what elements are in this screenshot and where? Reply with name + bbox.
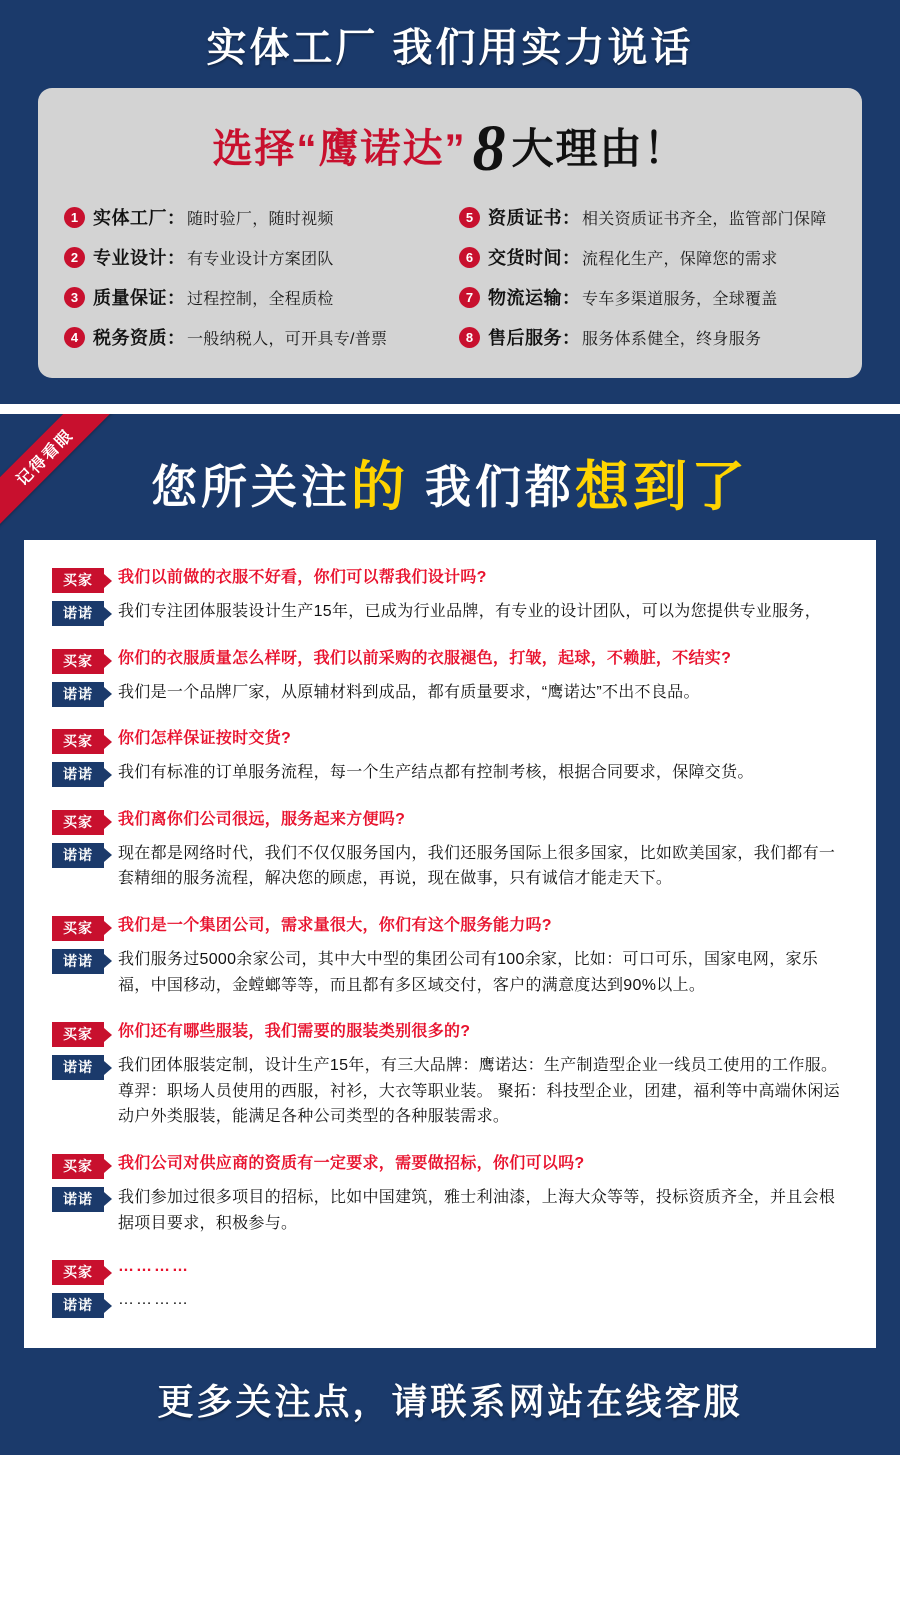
faq-item bbox=[52, 914, 848, 998]
faq-item bbox=[52, 566, 848, 625]
faq-answer-text: 现在都是网络时代，我们不仅仅服务国内，我们还服务国际上很多国家，比如欧美国家，我们都有一套精细的服务流程，解决您的顾虑，再说，现在做事，只有诚信才能走天下。 bbox=[118, 844, 836, 888]
reason-number-badge: 5 bbox=[459, 207, 480, 228]
section-one-headline: 实体工厂 我们用实力说话 bbox=[206, 26, 694, 70]
faq-question-row bbox=[52, 1258, 848, 1283]
faq-item bbox=[52, 808, 848, 892]
reasons-grid bbox=[64, 204, 836, 350]
reason-number-badge: 6 bbox=[459, 247, 480, 268]
seller-tag: 诺诺 bbox=[52, 1293, 104, 1318]
faq-item bbox=[52, 1258, 848, 1316]
buyer-tag: 买家 bbox=[52, 649, 104, 674]
reasons-heading-prefix: 选择“鹰诺达” bbox=[212, 127, 467, 171]
reason-colon: ： bbox=[167, 288, 185, 308]
reason-title: 物流运输 bbox=[488, 288, 562, 308]
advantages-section bbox=[0, 0, 900, 404]
reason-item bbox=[64, 204, 441, 230]
seller-tag: 诺诺 bbox=[52, 601, 104, 626]
faq-answer-row bbox=[52, 760, 848, 786]
faq-item bbox=[52, 1152, 848, 1236]
faq-answer-row bbox=[52, 947, 848, 998]
faq-question-text: ………… bbox=[118, 1258, 190, 1276]
seller-tag: 诺诺 bbox=[52, 762, 104, 787]
section-divider bbox=[0, 404, 900, 414]
faq-answer-text: 我们参加过很多项目的招标，比如中国建筑，雅士利油漆，上海大众等等，投标资质齐全，并且会根据项目要求，积极参与。 bbox=[118, 1188, 836, 1232]
faq-question-text: 我们公司对供应商的资质有一定要求，需要做招标，你们可以吗? bbox=[118, 1154, 585, 1172]
reason-item bbox=[64, 284, 441, 310]
reason-number-badge: 7 bbox=[459, 287, 480, 308]
faq-question-row bbox=[52, 727, 848, 752]
faq-question-text: 你们的衣服质量怎么样呀，我们以前采购的衣服褪色，打皱，起球，不赖脏，不结实? bbox=[118, 649, 732, 667]
faq-footer-cta: 更多关注点，请联系网站在线客服 bbox=[157, 1381, 743, 1423]
reason-title: 交货时间 bbox=[488, 248, 562, 268]
faq-answer-row bbox=[52, 1291, 848, 1316]
faq-heading bbox=[0, 438, 900, 540]
faq-heading-part-3: 我们都 bbox=[425, 461, 575, 513]
reason-item bbox=[64, 324, 441, 350]
reason-desc: 专车多渠道服务，全球覆盖 bbox=[582, 290, 778, 308]
faq-item bbox=[52, 647, 848, 706]
reason-desc: 有专业设计方案团队 bbox=[187, 250, 334, 268]
reasons-heading-number: 8 bbox=[472, 112, 506, 185]
faq-heading-part-1: 您所关注 bbox=[151, 461, 351, 513]
reasons-heading-suffix: 大理由！ bbox=[511, 125, 688, 172]
seller-tag: 诺诺 bbox=[52, 682, 104, 707]
reason-number-badge: 4 bbox=[64, 327, 85, 348]
reason-item bbox=[459, 284, 836, 310]
reason-desc: 相关资质证书齐全，监管部门保障 bbox=[582, 210, 827, 228]
faq-answer-row bbox=[52, 1053, 848, 1130]
faq-question-text: 我们是一个集团公司，需求量很大，你们有这个服务能力吗? bbox=[118, 916, 552, 934]
buyer-tag: 买家 bbox=[52, 729, 104, 754]
faq-question-row bbox=[52, 914, 848, 939]
reason-title: 实体工厂 bbox=[93, 208, 167, 228]
reason-colon: ： bbox=[167, 208, 185, 228]
faq-question-row bbox=[52, 1152, 848, 1177]
reasons-panel bbox=[38, 88, 862, 378]
reason-number-badge: 3 bbox=[64, 287, 85, 308]
faq-question-row bbox=[52, 808, 848, 833]
reason-desc: 一般纳税人，可开具专/普票 bbox=[187, 330, 388, 348]
reason-colon: ： bbox=[167, 248, 185, 268]
reasons-heading bbox=[64, 110, 836, 204]
reason-item bbox=[459, 244, 836, 270]
faq-answer-text: 我们有标准的订单服务流程，每一个生产结点都有控制考核，根据合同要求，保障交货。 bbox=[118, 764, 754, 782]
reason-desc: 服务体系健全，终身服务 bbox=[582, 330, 762, 348]
faq-heading-part-2: 的 bbox=[351, 457, 409, 517]
faq-answer-row bbox=[52, 1185, 848, 1236]
reason-number-badge: 1 bbox=[64, 207, 85, 228]
faq-item bbox=[52, 727, 848, 786]
reason-desc: 随时验厂，随时视频 bbox=[187, 210, 334, 228]
faq-question-row bbox=[52, 647, 848, 672]
buyer-tag: 买家 bbox=[52, 1260, 104, 1285]
reason-title: 质量保证 bbox=[93, 288, 167, 308]
reason-item bbox=[64, 244, 441, 270]
faq-question-text: 我们离你们公司很远，服务起来方便吗? bbox=[118, 810, 406, 828]
reason-title: 售后服务 bbox=[488, 328, 562, 348]
faq-answer-text: ………… bbox=[118, 1291, 190, 1309]
reason-number-badge: 2 bbox=[64, 247, 85, 268]
faq-answer-row bbox=[52, 841, 848, 892]
reason-desc: 过程控制，全程质检 bbox=[187, 290, 334, 308]
faq-section bbox=[0, 414, 900, 1455]
faq-answer-text: 我们服务过5000余家公司，其中大中型的集团公司有100余家，比如：可口可乐，国家电网，家乐福，中国移动，金螳螂等等，而且都有多区域交付，客户的满意度达到90%以上。 bbox=[118, 950, 819, 994]
reason-title: 专业设计 bbox=[93, 248, 167, 268]
reason-desc: 流程化生产，保障您的需求 bbox=[582, 250, 778, 268]
buyer-tag: 买家 bbox=[52, 1022, 104, 1047]
reason-colon: ： bbox=[562, 328, 580, 348]
faq-answer-text: 我们专注团体服装设计生产15年，已成为行业品牌，有专业的设计团队，可以为您提供专业服务， bbox=[118, 603, 821, 620]
seller-tag: 诺诺 bbox=[52, 843, 104, 868]
buyer-tag: 买家 bbox=[52, 916, 104, 941]
faq-question-text: 我们以前做的衣服不好看，你们可以帮我们设计吗? bbox=[118, 569, 487, 586]
faq-item bbox=[52, 1020, 848, 1130]
reason-item bbox=[459, 324, 836, 350]
faq-answer-row bbox=[52, 680, 848, 706]
reason-colon: ： bbox=[562, 208, 580, 228]
faq-answer-row bbox=[52, 599, 848, 625]
reason-title: 税务资质 bbox=[93, 328, 167, 348]
faq-panel bbox=[24, 540, 876, 1348]
faq-answer-text: 我们团体服装定制，设计生产15年，有三大品牌：鹰诺达：生产制造型企业一线员工使用的工作服。尊羿：职场人员使用的西服，衬衫，大衣等职业装。 聚拓：科技型企业，团建，福利等中高端休闲运动户外类服装，能满足各种公司类型的各种服装需求。 bbox=[118, 1057, 840, 1126]
buyer-tag: 买家 bbox=[52, 568, 104, 593]
reason-number-badge: 8 bbox=[459, 327, 480, 348]
faq-question-text: 你们怎样保证按时交货? bbox=[118, 730, 292, 748]
faq-heading-part-4: 想到了 bbox=[575, 457, 749, 517]
faq-question-text: 你们还有哪些服装，我们需要的服装类别很多的? bbox=[118, 1023, 471, 1041]
faq-answer-text: 我们是一个品牌厂家，从原辅材料到成品，都有质量要求，“鹰诺达”不出不良品。 bbox=[118, 683, 700, 701]
reason-colon: ： bbox=[167, 328, 185, 348]
reason-colon: ： bbox=[562, 248, 580, 268]
reason-colon: ： bbox=[562, 288, 580, 308]
seller-tag: 诺诺 bbox=[52, 949, 104, 974]
corner-ribbon: 记得看眼 bbox=[0, 414, 119, 532]
reason-title: 资质证书 bbox=[488, 208, 562, 228]
seller-tag: 诺诺 bbox=[52, 1187, 104, 1212]
faq-question-row bbox=[52, 1020, 848, 1045]
seller-tag: 诺诺 bbox=[52, 1055, 104, 1080]
reason-item bbox=[459, 204, 836, 230]
buyer-tag: 买家 bbox=[52, 810, 104, 835]
faq-question-row bbox=[52, 566, 848, 591]
buyer-tag: 买家 bbox=[52, 1154, 104, 1179]
